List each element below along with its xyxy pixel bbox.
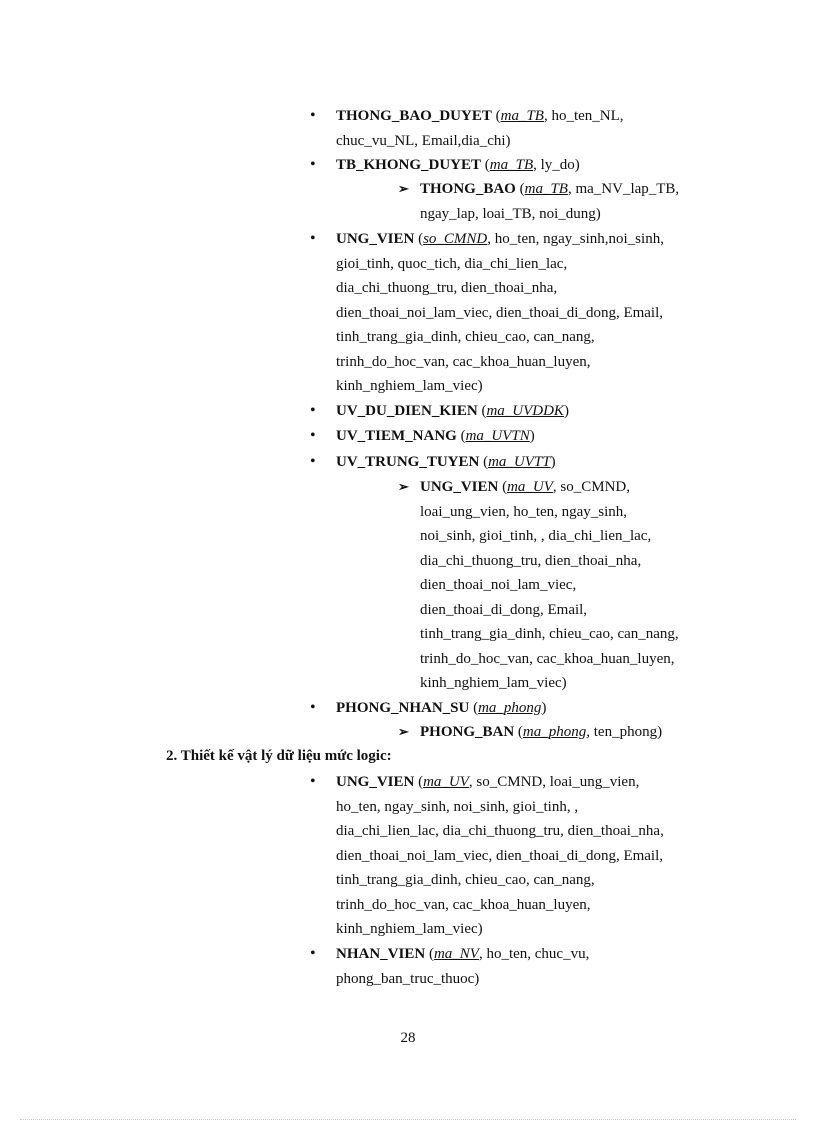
arrow-bullet-icon: ➢: [398, 181, 409, 196]
entity-ung-vien-logic: [336, 770, 664, 942]
entity-line: UNG_VIEN (ma_UV, so_CMND,: [420, 479, 631, 495]
bullet-icon: •: [310, 230, 316, 247]
entity-key: so_CMND: [423, 231, 488, 247]
bullet-icon: •: [310, 773, 316, 790]
entity-line: UV_TRUNG_TUYEN (ma_UVTT): [336, 454, 556, 470]
entity-key: ma_TB: [524, 181, 568, 197]
entity-name: PHONG_NHAN_SU: [336, 700, 470, 716]
entity-line: UV_TIEM_NANG (ma_UVTN): [336, 428, 535, 444]
entity-line: trinh_do_hoc_van, cac_khoa_huan_luyen,: [420, 650, 675, 667]
entity-name: PHONG_BAN: [420, 724, 515, 740]
entity-nhan-vien: [336, 942, 589, 991]
entity-line: ho_ten, ngay_sinh, noi_sinh, gioi_tinh, ,: [336, 798, 579, 815]
entity-line: ngay_lap, loai_TB, noi_dung): [420, 205, 601, 222]
bullet-icon: •: [310, 107, 316, 124]
entity-key: ma_TB: [489, 157, 534, 173]
entity-line: UNG_VIEN (ma_UV, so_CMND, loai_ung_vien,: [336, 774, 640, 790]
entity-thong-bao-duyet: [336, 104, 624, 153]
entity-attrs: , so_CMND, loai_ung_vien,: [468, 774, 640, 790]
entity-attrs: ): [529, 428, 535, 444]
entity-key: ma_UVTN: [465, 428, 530, 444]
entity-line: trinh_do_hoc_van, cac_khoa_huan_luyen,: [336, 353, 591, 370]
entity-attrs: ): [563, 403, 569, 419]
entity-line: tinh_trang_gia_dinh, chieu_cao, can_nang,: [420, 626, 679, 642]
entity-line: PHONG_NHAN_SU (ma_phong): [336, 700, 547, 716]
entity-tb-khong-duyet: [336, 153, 580, 178]
entity-thong-bao: [420, 177, 679, 226]
entity-name: UV_DU_DIEN_KIEN: [336, 403, 478, 419]
entity-line: PHONG_BAN (ma_phong, ten_phong): [420, 724, 663, 740]
entity-line: kinh_nghiem_lam_viec): [336, 378, 483, 394]
entity-line: dia_chi_thuong_tru, dien_thoai_nha,: [336, 280, 558, 296]
entity-line: dia_chi_lien_lac, dia_chi_thuong_tru, dien_thoai_nha,: [336, 823, 664, 839]
bullet-icon: •: [310, 453, 316, 470]
entity-line: UV_DU_DIEN_KIEN (ma_UVDDK): [336, 403, 569, 419]
entity-attrs: , ma_NV_lap_TB,: [567, 181, 680, 197]
bullet-icon: •: [310, 699, 316, 716]
entity-line: trinh_do_hoc_van, cac_khoa_huan_luyen,: [336, 896, 591, 913]
entity-name: UV_TIEM_NANG: [336, 428, 457, 444]
entity-line: tinh_trang_gia_dinh, chieu_cao, can_nang,: [336, 872, 595, 888]
entity-name: UNG_VIEN: [336, 774, 415, 790]
entity-key: ma_UVDDK: [486, 403, 564, 419]
entity-attrs: , ho_ten_NL,: [543, 108, 624, 124]
entity-key: ma_UV: [423, 774, 469, 790]
entity-key: ma_TB: [500, 108, 544, 124]
entity-line: phong_ban_truc_thuoc): [336, 970, 480, 987]
entity-key: ma_phong: [478, 700, 542, 716]
entity-line: TB_KHONG_DUYET (ma_TB, ly_do): [336, 157, 580, 173]
entity-line: kinh_nghiem_lam_viec): [420, 675, 567, 691]
entity-name: UNG_VIEN: [336, 231, 415, 247]
entity-line: dien_thoai_noi_lam_viec, dien_thoai_di_dong, Email,: [336, 304, 664, 321]
entity-line: dia_chi_thuong_tru, dien_thoai_nha,: [420, 552, 642, 569]
bullet-icon: •: [310, 156, 316, 173]
entity-key: ma_UVTT: [488, 454, 551, 470]
arrow-bullet-icon: ➢: [398, 479, 409, 494]
bullet-icon: •: [310, 427, 316, 444]
entity-line: kinh_nghiem_lam_viec): [336, 921, 483, 937]
entity-line: UNG_VIEN (so_CMND, ho_ten, ngay_sinh,noi_sinh,: [336, 231, 664, 247]
entity-line: tinh_trang_gia_dinh, chieu_cao, can_nang,: [336, 329, 595, 345]
entity-uv-tiem-nang: [336, 424, 535, 449]
entity-ung-vien: [336, 227, 664, 399]
entity-uv-trung-tuyen: [336, 450, 556, 475]
entity-line: gioi_tinh, quoc_tich, dia_chi_lien_lac,: [336, 255, 568, 272]
entity-name: THONG_BAO: [420, 181, 516, 197]
entity-uv-du-dien-kien: [336, 399, 569, 424]
page-number: 28: [400, 1030, 416, 1046]
bullet-icon: •: [310, 945, 316, 962]
entity-attrs: ): [550, 454, 556, 470]
entity-ung-vien-sub: [420, 475, 679, 696]
entity-line: chuc_vu_NL, Email,dia_chi): [336, 132, 511, 149]
arrow-bullet-icon: ➢: [398, 724, 409, 739]
entity-name: NHAN_VIEN: [336, 946, 426, 962]
entity-name: UV_TRUNG_TUYEN: [336, 454, 480, 470]
entity-key: ma_phong: [522, 724, 587, 740]
entity-phong-ban: [420, 720, 662, 745]
entity-attrs: , ho_ten, chuc_vu,: [478, 946, 590, 962]
entity-line: THONG_BAO_DUYET (ma_TB, ho_ten_NL,: [336, 108, 624, 124]
entity-attrs: , ho_ten, ngay_sinh,noi_sinh,: [487, 231, 664, 247]
entity-name: UNG_VIEN: [420, 479, 499, 495]
entity-line: loai_ung_vien, ho_ten, ngay_sinh,: [420, 503, 628, 520]
entity-line: noi_sinh, gioi_tinh, , dia_chi_lien_lac,: [420, 528, 652, 544]
entity-name: TB_KHONG_DUYET: [336, 157, 482, 173]
entity-line: dien_thoai_di_dong, Email,: [420, 601, 588, 618]
bullet-icon: •: [310, 402, 316, 419]
entity-attrs: , so_CMND,: [552, 479, 631, 495]
entity-phong-nhan-su: [336, 696, 546, 721]
section-heading: 2. Thiết kế vật lý dữ liệu mức logic:: [166, 748, 392, 764]
entity-attrs: , ly_do): [533, 157, 580, 173]
entity-key: ma_NV: [433, 946, 479, 962]
entity-attrs: , ten_phong): [586, 724, 663, 740]
entity-key: ma_UV: [507, 479, 553, 495]
entity-line: dien_thoai_noi_lam_viec,: [420, 577, 577, 593]
entity-name: THONG_BAO_DUYET: [336, 108, 492, 124]
entity-line: NHAN_VIEN (ma_NV, ho_ten, chuc_vu,: [336, 946, 590, 962]
page-bottom-divider: [20, 1119, 796, 1120]
entity-line: THONG_BAO (ma_TB, ma_NV_lap_TB,: [420, 181, 680, 197]
entity-attrs: ): [541, 700, 547, 716]
entity-line: dien_thoai_noi_lam_viec, dien_thoai_di_dong, Email,: [336, 847, 664, 864]
